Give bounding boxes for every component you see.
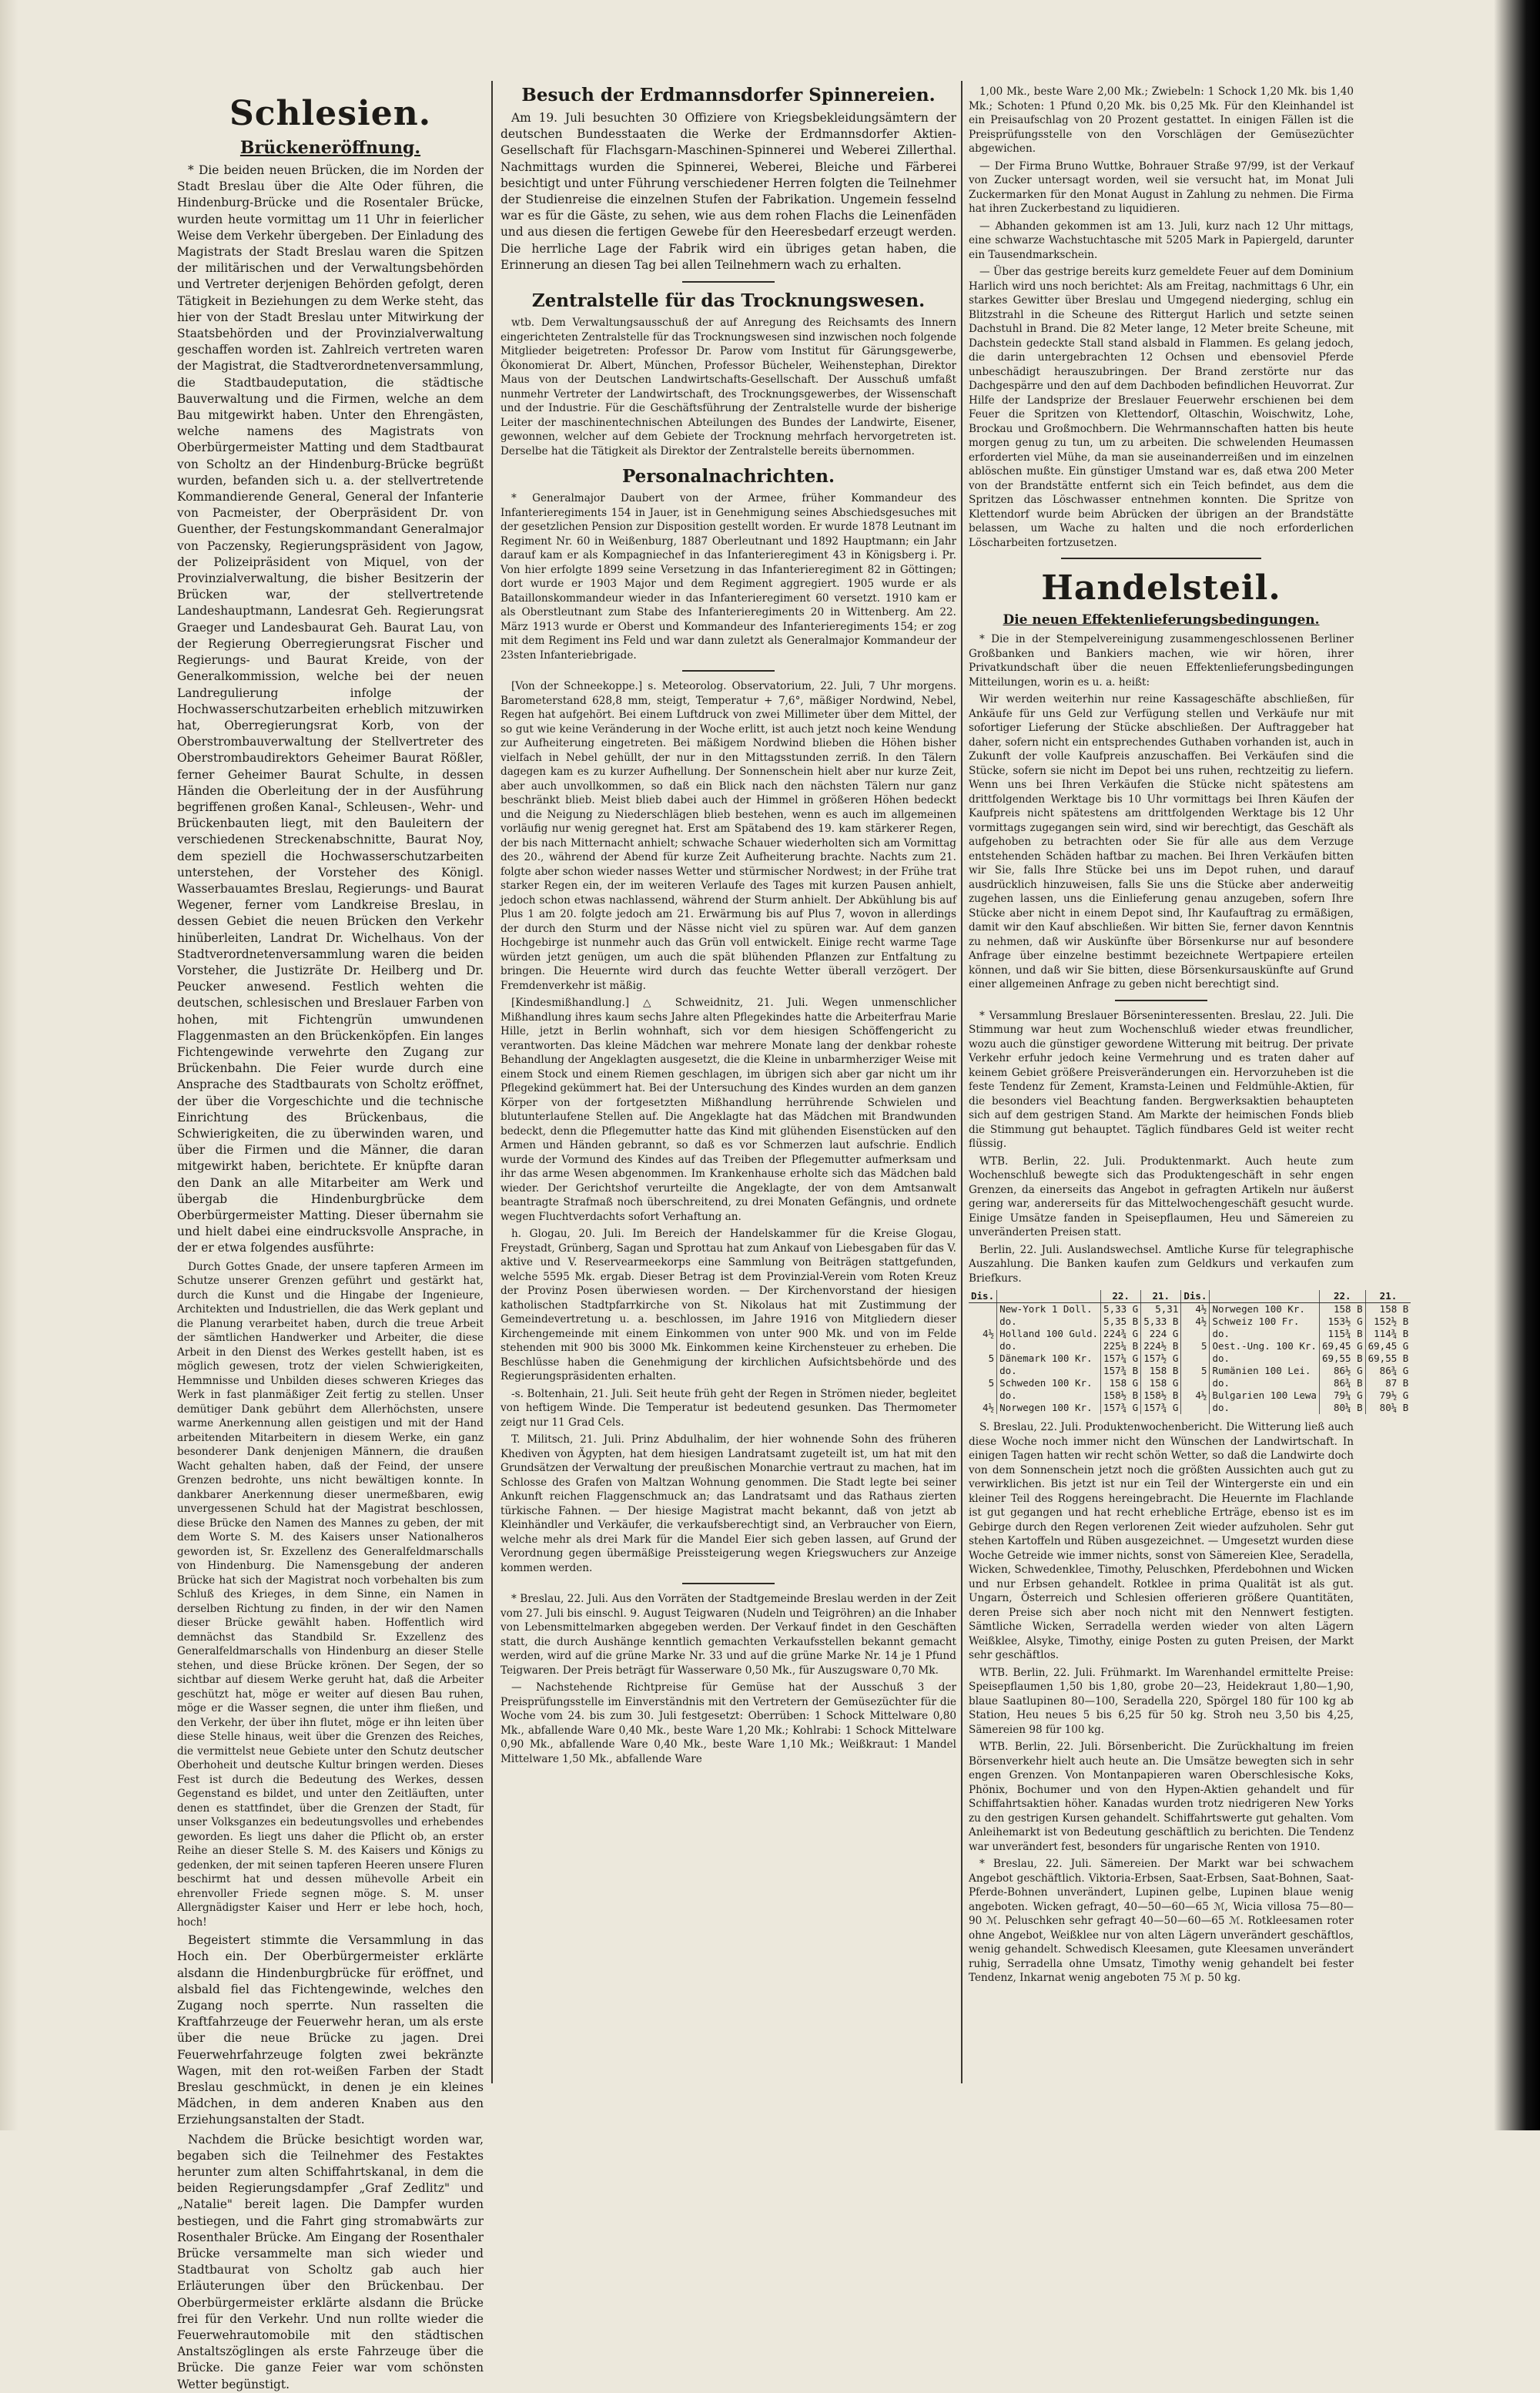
table-cell — [969, 1315, 997, 1328]
table-row — [969, 1328, 1411, 1340]
separator — [682, 1583, 775, 1584]
table-cell: Norwegen 100 Kr. — [997, 1402, 1101, 1414]
table-row — [969, 1303, 1411, 1316]
table-row — [969, 1315, 1411, 1328]
table-cell: 225¼ B — [1101, 1340, 1141, 1352]
column-rule — [491, 81, 493, 2083]
table-header-cell: 22. — [1101, 1290, 1141, 1303]
article-richtpreise — [500, 1681, 956, 1766]
table-cell: 158 G — [1141, 1377, 1181, 1389]
article-title-personalnachrichten: Personalnachrichten. — [622, 466, 835, 488]
article-text: T. Militsch, 21. Juli. Prinz Abdulhalim, der hier wohnende Sohn des früheren Khediven von Ägypten, hat dem hiesigen Landratsamt zugeteilt ist, um hat mit den Grundsätzen der Verwaltung der preußischen Monarchie vertraut zu machen, hat im Schlosse des Grafen von Maltzan Wohnung genommen. Die Stadt legte bei seiner Ankunft reichen Flaggenschmuck an; das Landratsamt und das Rathaus zierten türkische Fahnen. — Der hiesige Magistrat macht bekannt, daß von jetzt ab Kleinhändler und Verkäufer, die verkaufsberechtigt sind, an Verbraucher von Eiern, welche mehr als drei Mark für die Mandel Eier sich geben lassen, auf Grund der Verordnung gegen übermäßige Preissteigerung wegen Kriegswuchers zur Anzeige kommen werden. — [500, 1433, 956, 1574]
article-title-trocknungswesen: Zentralstelle für das Trocknungswesen. — [531, 290, 926, 312]
table-cell: Norwegen 100 Kr. — [1210, 1303, 1319, 1316]
table-header-cell — [997, 1290, 1101, 1303]
paragraph: Nachdem die Brücke besichtigt worden war, begaben sich die Teilnehmer des Festaktes herunter zum alten Schiffahrtskanal, in dem die beiden Regierungsdampfer „Graf Zedlitz" und „Natalie" bereit lagen. Die Dampfer wurden bestiegen, und die Fahrt ging stromabwärts zur Rosenthaler Brücke. Am Eingang der Rosenthaler Brücke versammelte man sich wieder und Stadtbaurat von Scholtz gab auch hier Erläuterungen über den Brückenbau. Der Oberbürgermeister erklärte alsdann die Brücke frei für den Verkehr. Und nun rollte wieder die Feuerwehrautomobile mit den städtischen Anstaltszöglingen als erste Fahrzeuge über die Brücke. Die ganze Feier war vom schönsten Wetter begünstigt. — [177, 2132, 484, 2391]
separator — [682, 670, 775, 672]
table-row — [969, 1377, 1411, 1389]
table-cell: 152½ B — [1365, 1315, 1411, 1328]
table-cell: Rumänien 100 Lei. — [1210, 1365, 1319, 1377]
table-cell: 69,55 B — [1365, 1352, 1411, 1365]
column-rule — [961, 81, 962, 2083]
table-cell: 5 — [988, 1352, 995, 1364]
table-cell — [969, 1365, 997, 1377]
table-cell — [1181, 1377, 1210, 1389]
table-cell: Holland 100 Guld. — [997, 1328, 1101, 1340]
table-cell — [969, 1303, 997, 1316]
table-cell: 158 B — [1365, 1303, 1411, 1316]
article-boltenhain — [500, 1387, 956, 1430]
separator — [1115, 1000, 1207, 1001]
report-text: WTB. Berlin, 22. Juli. Börsenbericht. Die Zurückhaltung im freien Börsenverkehr hielt auch heute an. Die Umsätze bewegten sich in sehr engen Grenzen. Von Montanpapieren waren Oberschlesische Koks, Phönix, Bochumer und von den Hypen-Aktien gehandelt und für Schiffahrtsaktien höher. Kanadas wurden trotz niedrigeren New Yorks zu den gestrigen Kursen gehandelt. Schiffahrtswerte gut gehalten. Vom Anleihemarkt ist von Bedeutung geschäftlich zu berichten. Die Tendenz war unverändert fest, besonders für ungarische Renten von 1910. — [969, 1741, 1354, 1853]
table-cell: 69,45 G — [1365, 1340, 1411, 1352]
article-text: [Von der Schneekoppe.] s. Meteorolog. Observatorium, 22. Juli, 7 Uhr morgens. Barometerstand 628,8 mm, steigt, Temperatur + 7,6°, mäßiger Nordwind, Nebel, Regen hat aufgehört. Bei einem Luftdruck von zwei Millimeter über dem Mittel, der so gut wie keine Veränderung in der Woche erlitt, ist auch jetzt noch keine Wendung zur Aufheiterung eingetreten. Bei mäßigem Nordwind blieben die Höhen bisher vielfach in Nebel gehüllt, der nur in den Mittagsstunden zerriß. In den Tälern dagegen kam es zu kurzer Aufhellung. Der Sonnenschein hielt aber nur kurze Zeit, aber auch unvollkommen, so daß ein Blick nach den nächsten Tälern nur ganz beschränkt blieb. Meist blieb dabei auch der Himmel in größeren Höhen bedeckt und die Neigung zu Niederschlägen blieb bestehen, wenn es auch im allgemeinen vorläufig nur wenig geregnet hat. Erst am Spätabend des 19. kam stärkerer Regen, der bis nach Mitternacht anhielt; schwache Schauer wiederholten sich am Vormittag des 20., während der Abend für kurze Zeit Aufheiterung brachte. Nachts zum 21. folgte aber schon wieder nasses Wetter und stürmischer Nordwest; in der Frühe trat starker Regen ein, der im weiteren Verlaufe des Tages mit kurzen Pausen anhielt, jedoch schon etwas nachlassend, während der Sturm anhielt. Der Abkühlung bis auf Plus 1 am 20. folgte jedoch am 21. Erwärmung bis auf Plus 7, wovon in allerdings der durch den Sturm und der Nässe nicht viel zu spüren war. Auf dem ganzen Hochgebirge ist nunmehr auch das Grün voll entwickelt. Einige recht warme Tage würden jetzt genügen, um auch die spät blühenden Pflanzen zur Entfaltung zu bringen. Die Heuernte wird durch das feuchte Wetter überall verzögert. Der Fremdenverkehr ist mäßig. — [500, 680, 956, 992]
article-kindesmisshandlung — [500, 996, 956, 1224]
table-cell: 157¾ G — [1101, 1402, 1141, 1414]
article-text: -s. Boltenhain, 21. Juli. Seit heute früh geht der Regen in Strömen nieder, begleitet von heftigem Winde. Die Temperatur ist bedeutend gesunken. Das Thermometer zeigt nur 11 Grad Cels. — [500, 1387, 956, 1429]
table-cell: Oest.-Ung. 100 Kr. — [1210, 1340, 1319, 1352]
article-effekten — [969, 632, 1354, 992]
report-text: Berlin, 22. Juli. Auslandswechsel. Amtliche Kurse für telegraphische Auszahlung. Die Banken kaufen zum Geldkurs und verkaufen zum Briefkurs. — [969, 1243, 1354, 1285]
table-cell: do. — [997, 1389, 1101, 1402]
table-cell: New-York 1 Doll. — [997, 1303, 1101, 1316]
paragraph-speech: Durch Gottes Gnade, der unsere tapferen Armeen im Schutze unserer Grenzen geführt und gestärkt hat, durch die Kunst und die Hingabe der Ingenieure, Architekten und Industriellen, die das Werk geplant und die Planung verarbeitet haben, durch die treue Arbeit der sämtlichen Handwerker und Arbeiter, die diese Arbeit in den Dienst des Werkes gestellt haben, ist es möglich gewesen, trotz der vielen Schwierigkeiten, Hemmnisse und Unbilden dieses schweren Krieges das Werk in fast planmäßiger Zeit fertig zu stellen. Unser demütiger Dank gebührt dem Allerhöchsten, unsere warme Anerkennung allen geistigen und mit der Hand arbeitenden Mitarbeitern in diesem Werke, ein ganz besonderer Dank denjenigen Männern, die draußen Wacht gehalten haben, daß der Feind, der unsere Grenzen bedrohte, uns nicht bewältigen konnte. In dankbarer Anerkennung dieser unermeßbaren, ewig unvergessenen Schuld hat der Magistrat beschlossen, diese Brücke den Namen des Mannes zu geben, der mit dem Worte S. M. des Kaisers unser Nationalheros geworden ist, Sr. Exzellenz des Generalfeldmarschalls von Hindenburg. Die Namensgebung der anderen Brücke hat sich der Magistrat noch vorbehalten bis zum Schluß des Krieges, in dem Sinne, ein Namen in derselben Richtung zu finden, in der wir den Namen dieser Brücke gewählt haben. Hoffentlich wird demnächst das Standbild Sr. Exzellenz des Generalfeldmarschalls von Hindenburg an dieser Stelle stehen, und diese Brücke krönen. Der Segen, der so sichtbar auf diesem Werke geruht hat, daß die Arbeiter geschützt hat, möge er weiter auf diesen Bau ruhen, möge er die Wasser segnen, die unter ihm fließen, und den Verkehr, der über ihn flutet, möge er ihn leiten über diese Stelle hinaus, weit über die Grenzen des Reiches, die vermittelst neue Gebiete unter den Schutz deutscher Oberhoheit und deutsche Kultur bringen werden. Dieses Fest ist durch die Bedeutung des Werkes, dessen Gegenstand es bildet, und unter den Zeitläuften, unter denen es stattfindet, über die Grenzen der Stadt, für unser Volksganzes ein bedeutungsvolles und erhebendes geworden. Es liegt uns daher die Pflicht ob, an erster Reihe an dieser Stelle S. M. des Kaisers und Königs zu gedenken, der mit seinen tapferen Heeren unsere Fluren beschirmt hat und dessen mühevolle Arbeit ein ehrenvoller Friede segnen möge. S. M. unser Allergnädigster Kaiser und Herr er lebe hoch, hoch, hoch! — [177, 1260, 484, 1929]
table-cell: 157¾ G — [1141, 1402, 1181, 1414]
article-glogau — [500, 1227, 956, 1384]
page-right-edge — [1494, 0, 1540, 2130]
table-body — [969, 1303, 1411, 1415]
local-notices — [969, 85, 1354, 550]
table-cell — [1181, 1352, 1210, 1365]
table-row — [969, 1365, 1411, 1377]
article-text: — Nachstehende Richtpreise für Gemüse hat der Ausschuß 3 der Preisprüfungsstelle im Einverständnis mit den Vertretern der Gemüsezüchter für die Woche vom 24. bis zum 30. Juli festgesetzt: Oberrüben: 1 Schock Mittelware 0,80 Mk., abfallende Ware 0,40 Mk., beste Ware 1,20 Mk.; Kohlrabi: 1 Schock Mittelware 0,90 Mk., abfallende Ware 0,40 Mk., beste Ware 1,10 Mk.; Weißkraut: 1 Mandel Mittelware 1,50 Mk., abfallende Ware — [500, 1681, 956, 1765]
article-text: * Die in der Stempelvereinigung zusammengeschlossenen Berliner Großbanken und Bankiers machen, wie wir hören, ihrer Privatkundschaft über die neuen Effektenlieferungsbedingungen Mitteilungen, worin es u. a. heißt: — [969, 633, 1354, 689]
table-cell: do. — [997, 1340, 1101, 1352]
table-cell — [969, 1389, 997, 1402]
table-cell: 86¾ B — [1319, 1377, 1365, 1389]
table-cell: 79¼ G — [1319, 1389, 1365, 1402]
table-cell: 80¼ B — [1319, 1402, 1365, 1414]
market-reports-2 — [969, 1420, 1354, 1986]
table-header-cell: Dis. — [1181, 1290, 1210, 1303]
table-cell: 5,35 B — [1101, 1315, 1141, 1328]
article-text: Wir werden weiterhin nur reine Kassageschäfte abschließen, für Ankäufe für uns Geld zur Verfügung stellen und Verkäufe nur mit sofortiger Lieferung der Stücke abschließen. Der Auftraggeber hat daher, sofern nicht ein entsprechendes Guthaben vorhanden ist, auch in Zukunft der volle Kaufpreis anzuschaffen. Bei Verkäufen sind die Stücke, sofern sie nicht im Depot bei uns ruhen, rechtzeitig zu liefern. Wenn uns bei Ihren Verkäufen die Stücke nicht spätestens am drittfolgenden Werktage bis 10 Uhr vormittags bei Ihren Käufen der Kaufpreis nicht spätestens am drittfolgenden Werktage bis 12 Uhr vormittags zugegangen sein wird, sind wir berechtigt, das Geschäft als aufgehoben zu betrachten oder Sie für alle aus dem Verzuge entstehenden Schäden haftbar zu machen. Bei Ihren Verkäufen bitten wir Sie, falls Ihre Stücke bei uns im Depot ruhen, und darauf ausdrücklich hinzuweisen, falls Sie uns die Stücke aber anderweitig zugehen lassen, uns die Einlieferung genau anzugeben, sofern Ihre Stücke aber nicht in einem Depot sind, Ihr Kaufauftrag zu ermäßigen, damit wir den Kauf abschließen. Wir bitten Sie, ferner davon Kenntnis zu nehmen, daß wir Auskünfte über Börsenkurse nur auf besondere Anfrage über einzelne bestimmt bezeichnete Wertpapiere erteilen können, und daß wir Sie bitten, diese Börsenkursauskünfte auf Grund einer allgemeinen Anfrage zu geben nicht berechtigt sind. — [969, 693, 1354, 990]
article-breslau-teigwaren — [500, 1592, 956, 1677]
table-cell: 158 G — [1101, 1377, 1141, 1389]
table-cell: Schweden 100 Kr. — [997, 1377, 1101, 1389]
report-text: WTB. Berlin, 22. Juli. Frühmarkt. Im Warenhandel ermittelte Preise: Speisepflaumen 1,50 bis 1,80, grobe 20—23, Heidekraut 1,80—1,90, blaue Saatlupinen 80—100, Seradella 220, Spörgel 180 für 100 kg ab Station, Heu neues 5 bis 6,25 für 50 kg. Stroh neu 3,50 bis 4,25, Sämereien 98 für 100 kg. — [969, 1666, 1354, 1736]
table-header-cell: 21. — [1365, 1290, 1411, 1303]
table-cell: do. — [997, 1365, 1101, 1377]
table-cell: 79½ G — [1365, 1389, 1411, 1402]
table-cell: 158 B — [1319, 1303, 1365, 1316]
table-cell: 115¾ B — [1319, 1328, 1365, 1340]
table-cell — [969, 1340, 997, 1352]
notice: — Abhanden gekommen ist am 13. Juli, kurz nach 12 Uhr mittags, eine schwarze Wachstuchtasche mit 5205 Mark in Papiergeld, darunter ein Tausendmarkschein. — [969, 220, 1354, 261]
table-cell: 224 G — [1141, 1328, 1181, 1340]
table-cell: 224¾ G — [1101, 1328, 1141, 1340]
table-cell: 4½ — [1181, 1315, 1210, 1328]
table-cell: 157½ G — [1141, 1352, 1181, 1365]
report-text: * Breslau, 22. Juli. Sämereien. Der Markt war bei schwachem Angebot geschäftlich. Viktoria-Erbsen, Saat-Erbsen, Saat-Bohnen, Saat-Pferde-Bohnen unverändert, Lupinen gelbe, Lupinen blaue wenig angeboten. Wicken gefragt, 40—50—60—65 ℳ, Wicia villosa 75—80—90 ℳ. Peluschken sehr gefragt 40—50—60—65 ℳ. Rotkleesamen roter ohne Angebot, Weißklee nur von alten Lägern unverändert geschäftlos, wenig gehandelt. Schwedisch Kleesamen, gute Kleesamen unverändert ruhig, Serradella ohne Umsatz, Timothy wenig gehandelt bei fester Tendenz, Inkarnat wenig angeboten 75 ℳ p. 50 kg. — [969, 1858, 1354, 1984]
table-cell: do. — [1210, 1352, 1319, 1365]
paragraph: Begeistert stimmte die Versammlung in das Hoch ein. Der Oberbürgermeister erklärte alsdann die Hindenburgbrücke für eröffnet, und alsbald fiel das Fichtengewinde, welches den Zugang noch sperrte. Nun rasselten die Kraftfahrzeuge der Feuerwehr heran, um als erste über die neue Brücke zu jagen. Drei Feuerwehrfahrzeuge folgten zwei bekränzte Wagen, mit den rot-weißen Farben der Stadt Breslau geschmückt, in denen je ein kleines Mädchen, in dem anderen Knaben aus den Erziehungsanstalten der Stadt. — [177, 1933, 484, 2127]
article-text: Am 19. Juli besuchten 30 Offiziere von Kriegsbekleidungsämtern der deutschen Bundesstaaten die Werke der Erdmannsdorfer Aktien-Gesellschaft für Flachsgarn-Maschinen-Spinnerei und Weberei Zillerthal. Nachmittags wurden die Spinnerei, Weberei, Bleiche und Färberei besichtigt und unter Führung verschiedener Herren folgten die Teilnehmer der Studienreise die einzelnen Stufen der Fabrikation. Ungemein fesselnd war es für die Gäste, zu sehen, wie aus dem rohen Flachs die Leinenfäden und aus diesen die fertigen Gewebe für den Heeresbedarf erzeugt werden. Die herrliche Lage der Fabrik wird ein übriges getan haben, die Erinnerung an diesen Tag bei allen Teilnehmern wach zu erhalten. — [500, 111, 956, 272]
table-cell — [1181, 1328, 1210, 1340]
table-cell: 153½ G — [1319, 1315, 1365, 1328]
notice: — Über das gestrige bereits kurz gemeldete Feuer auf dem Dominium Harlich wird uns noch berichtet: Als am Freitag, nachmittags 6 Uhr, ein starkes Gewitter über Breslau und Umgegend niederging, schlug ein Blitzstrahl in die Scheune des Rittergut Harlich und setzte seinen Dachstuhl in Brand. Die 82 Meter lange, 12 Meter breite Scheune, mit Dachstein gedeckte Stall stand alsbald in Flammen. Es gelang jedoch, die darin untergebrachten 12 Ochsen und ebensoviel Pferde unbeschädigt herauszubringen. Der Brand zerstörte nur das Dachgespärre und den auf dem Dachboden befindlichen Heuvorrat. Zur Hilfe der Landsprize der Breslauer Feuerwehr erschienen bei dem Feuer die Spritzen von Klettendorf, Oltaschin, Woischwitz, Lohe, Brockau und Großmochbern. Die Wehrmannschaften hatten bis heute morgen genug zu tun, um zu arbeiten. Die schwelenden Heumassen erforderten viel Mühe, da man sie auseinanderreißen und im einzelnen ablöschen mußte. Ein günstiger Umstand war es, daß etwa 200 Meter von der Brandstätte entfernt sich ein Teich befindet, aus dem die Spritzen das Löschwasser entnehmen konnten. Die Spritze von Klettendorf wurde beim Abrücken der übrigen an der Brandstätte belassen, um Wache zu halten und die noch erforderlichen Löscharbeiten fortzusetzen. — [969, 266, 1354, 549]
table-cell: Bulgarien 100 Lewa — [1210, 1389, 1319, 1402]
article-schneekoppe — [500, 679, 956, 993]
table-cell: do. — [1210, 1377, 1319, 1389]
report-text: WTB. Berlin, 22. Juli. Produktenmarkt. Auch heute zum Wochenschluß bewegte sich das Produktengeschäft in sehr engen Grenzen, da einerseits das Angebot in gefragten Artikeln nur äußerst gering war, andererseits für das Mittelwochengeschäft gesucht wurde. Einige Umsätze fanden in Speisepflaumen, Heu und Sämereien zu unveränderten Preisen statt. — [969, 1155, 1354, 1238]
article-militsch — [500, 1433, 956, 1575]
table-header-cell — [1210, 1290, 1319, 1303]
notice: 1,00 Mk., beste Ware 2,00 Mk.; Zwiebeln: 1 Schock 1,20 Mk. bis 1,40 Mk.; Schoten: 1 Pfund 0,20 Mk. bis 0,25 Mk. Für den Kleinhandel ist ein Preisaufschlag von 20 Prozent gestattet. In einigen Fällen ist die Preisprüfungsstelle von den Vorschlägen der Gemüsezüchter abgewichen. — [969, 85, 1354, 155]
article-trocknungswesen — [500, 290, 956, 458]
table-cell: 5,33 G — [1101, 1303, 1141, 1316]
article-erdmannsdorf — [500, 85, 956, 273]
table-cell — [1181, 1402, 1210, 1414]
table-cell: Schweiz 100 Fr. — [1210, 1315, 1319, 1328]
report-text: * Versammlung Breslauer Börseninteressenten. Breslau, 22. Juli. Die Stimmung war heut zum Wochenschluß wieder etwas freundlicher, wozu auch die günstiger gewordene Witterung mit beitrug. Der private Verkehr erfuhr jedoch keine Vermehrung und es traten daher auf keinem Gebiet größere Preisveränderungen ein. Hervorzuheben ist die feste Tendenz für Zement, Kramsta-Leinen und Feldmühle-Aktien, für die besonders viel Beachtung fanden. Bergwerksaktien behaupteten sich auf dem gestrigen Stand. Am Markte der heimischen Fonds blieb die Stimmung gut behauptet. Täglich fündbares Geld ist weiter recht flüssig. — [969, 1009, 1354, 1150]
table-header-cell: 22. — [1319, 1290, 1365, 1303]
column-handel — [969, 85, 1409, 2087]
table-cell: 4½ — [1181, 1303, 1210, 1316]
exchange-rate-table — [969, 1290, 1411, 1414]
article-text: wtb. Dem Verwaltungsausschuß der auf Anregung des Reichsamts des Innern eingerichteten Zentralstelle für das Trocknungswesen sind inzwischen noch folgende Mitglieder beigetreten: Professor Dr. Parow vom Institut für Gärungsgewerbe, Ökonomierat Dr. Albert, München, Professor Bücheler, Weihenstephan, Direktor Maus von der Deutschen Landwirtschafts-Gesellschaft. Der Ausschuß umfaßt nunmehr Vertreter der Landwirtschaft, des Trocknungsgewerbes, der Wissenschaft und der Industrie. Für die Geschäftsführung der Zentralstelle wurde der bisherige Leiter der maschinentechnischen Abteilungen des Bundes der Landwirte, Eisener, gewonnen, welcher auf dem Gebiete der Trocknung mehrfach hervorgetreten ist. Derselbe hat die Tätigkeit als Direktor der Zentralstelle bereits übernommen. — [500, 317, 956, 457]
article-title-brueckeneroeffnung: Brückeneröffnung. — [239, 138, 421, 158]
separator — [1061, 558, 1261, 559]
table-cell: 158½ B — [1141, 1389, 1181, 1402]
column-schlesien — [177, 85, 484, 2391]
page-left-margin — [0, 0, 18, 2130]
table-cell: 5,33 B — [1141, 1315, 1181, 1328]
table-cell: 87 B — [1365, 1377, 1411, 1389]
table-cell: 224½ B — [1141, 1340, 1181, 1352]
table-cell: 4½ — [1181, 1389, 1210, 1402]
table-row — [969, 1340, 1411, 1352]
article-title-erdmannsdorf: Besuch der Erdmannsdorfer Spinnereien. — [521, 85, 936, 106]
table-cell: do. — [997, 1315, 1101, 1328]
article-personalnachrichten — [500, 466, 956, 662]
column-news — [500, 85, 956, 2087]
section-title-schlesien: Schlesien. — [229, 94, 432, 133]
table-row — [969, 1389, 1411, 1402]
table-cell: do. — [1210, 1328, 1319, 1340]
table-cell: 80¼ B — [1365, 1402, 1411, 1414]
table-cell: 158 B — [1141, 1365, 1181, 1377]
table-cell: 114¾ B — [1365, 1328, 1411, 1340]
separator — [682, 281, 775, 283]
table-header-row — [969, 1290, 1411, 1303]
article-title-effekten: Die neuen Effektenlieferungsbedingungen. — [1003, 612, 1320, 628]
article-text: [Kindesmißhandlung.] △ Schweidnitz, 21. Juli. Wegen unmenschlicher Mißhandlung ihres kaum sechs Jahre alten Pflegekindes hatte die Arbeiterfrau Marie Hille, jetzt in Berlin wohnhaft, sich vor dem hiesigen Schöffengericht zu verantworten. Das kleine Mädchen war mehrere Monate lang der denkbar roheste Behandlung der Angeklagten ausgesetzt, die die Kleine in unbarmherziger Weise mit einem Stock und einem Riemen geschlagen, im übrigen sich aber gar nicht um ihr Pflegekind gekümmert hat. Bei der Untersuchung des Kindes wurden an dem ganzen Körper von der fortgesetzten Mißhandlung herrührende Schwielen und blutunterlaufene Stellen auf. Die Angeklagte hat das Mädchen mit Brandwunden bedeckt, denn die Pflegemutter hatte das Kind mit glühenden Eisenstücken auf den Armen und Händen gebrannt, so daß es vor Schmerzen laut aufschrie. Endlich wurde der Vormund des Kindes auf das Treiben der Pflegemutter aufmerksam und ihr das arme Wesen abgenommen. Im Krankenhause erholte sich das Mädchen bald wieder. Der Gerichtshof verurteilte die Angeklagte, der von dem Amtsanwalt beantragte Strafmaß noch überschreitend, zu drei Monaten Gefängnis, und ordnete wegen Fluchtverdachts sofort Verhaftung an. — [500, 997, 956, 1223]
table-cell: 5,31 — [1141, 1303, 1181, 1316]
article-text: h. Glogau, 20. Juli. Im Bereich der Handelskammer für die Kreise Glogau, Freystadt, Grünberg, Sagan und Sprottau hat zum Ankauf von Liebesgaben für das V. aktive und V. Reservearmeekorps eine Sammlung von Beiträgen stattgefunden, welche 5595 Mk. ergab. Dieser Betrag ist dem Provinzial-Verein vom Roten Kreuz der Provinz Posen überwiesen worden. — Der Kirchenvorstand der hiesigen katholischen Stadtpfarrkirche von St. Nikolaus hat mit Zustimmung der Gemeindevertretung u. a. beschlossen, im Jahre 1916 von Mitgliedern dieser Kirchengemeinde mit einem Einkommen von unter 900 Mk. und von im Felde stehenden mit 900 bis 3000 Mk. Einkommen keine Kirchensteuer zu erheben. Die Beschlüsse haben die Genehmigung der kirchlichen Aufsichtsbehörde und des Regierungspräsidenten erhalten. — [500, 1228, 956, 1383]
report-text: S. Breslau, 22. Juli. Produktenwochenbericht. Die Witterung ließ auch diese Woche noch immer nicht den Wünschen der Landwirtschaft. In einigen Tagen hatten wir recht schön Wetter, so daß die Landwirte doch von dem Sonnenschein jetzt noch die größten Aussichten auch gut zu verwirklichen. Bis jetzt ist nur ein Teil der Wintergerste ein und ein kleiner Teil des Roggens hereingebracht. Die Heuernte im Flachlande ist gut gegangen und hat recht erhebliche Erträge, ebenso ist es im Gebirge durch den Regen verlorenen Zeit wieder aufzuholen. Sehr gut stehen Kartoffeln und Rüben ausgezeichnet. — Umgesetzt wurden diese Woche Getreide wie immer nichts, sonst von Sämereien Klee, Seradella, Wicken, Schwedenklee, Timothy, Peluschken, Pferdebohnen und Wicken und nur Erbsen gehandelt. Rotklee in prima Qualität ist als gut. Ungarn, Österreich und Schlesien offerieren größere Quantitäten, deren Preise sich aber noch nicht mit den Nennwert festigten. Sämtliche Wicken, Serradella werden wieder von alten Lägern Weißklee, Alsyke, Timothy, einige Posten zu guten Preisen, der Markt sehr geschäftlos. — [969, 1421, 1354, 1661]
table-cell: 5 — [1181, 1340, 1210, 1352]
table-header-cell: 21. — [1141, 1290, 1181, 1303]
table-row — [969, 1402, 1411, 1414]
table-cell: 157¾ B — [1101, 1365, 1141, 1377]
table-cell: 4½ — [983, 1402, 995, 1413]
table-row — [969, 1352, 1411, 1365]
table-cell: 86½ G — [1319, 1365, 1365, 1377]
table-cell: 4½ — [983, 1328, 995, 1339]
paragraph: * Die beiden neuen Brücken, die im Norden der Stadt Breslau über die Alte Oder führen, die Hindenburg-Brücke und die Rosentaler Brücke, wurden heute vormittag um 11 Uhr in feierlicher Weise dem Verkehr übergeben. Der Einladung des Magistrats der Stadt Breslau waren die Spitzen der militärischen und der Verwaltungsbehörden und Vertreter derjenigen Behörden gefolgt, deren Tätigkeit in Beziehungen zu dem Werke steht, das hier von der Stadt Breslau unter Mitwirkung der Staatsbehörden und der Provinzialverwaltung geschaffen worden ist. Zahlreich vertreten waren der Magistrat, die Stadtverordnetenversammlung, die Stadtbaudeputation, die städtische Bauverwaltung und die Firmen, welche an dem Bau mitgewirkt haben. Unter den Ehrengästen, welche namens des Magistrats von Oberbürgermeister Matting und dem Stadtbaurat von Scholtz an der Hindenburg-Brücke begrüßt wurden, befanden sich u. a. der stellvertretende Kommandierende General, General der Infanterie von Pacmeister, der Oberpräsident Dr. von Guenther, der Festungskommandant Generalmajor von Paczensky, Regierungspräsident von Jagow, der Polizeipräsident von Miquel, von der Provinzialverwaltung, die bisher Besitzerin der Brücken war, der stellvertretende Landeshauptmann, Landesrat Geh. Regierungsrat Graeger und Landesbaurat Geh. Baurat Lau, von der Regierung Oberregierungsrat Fischer und Regierungs- und Baurat Kreide, von der Generalkommission, welche bei der neuen Landregulierung infolge der Hochwasserschutzarbeiten erheblich mitzuwirken hat, Oberregierungsrat Korb, von der Oberstrombauverwaltung der Stellvertreter des Oberstrombaudirektors Geheimer Baurat Rößler, ferner Geheimer Baurat Schulte, in dessen Händen die Oberleitung der in der Ausführung begriffenen großen Kanal-, Schleusen-, Wehr- und Brückenbauten liegt, mit den Bauleitern der verschiedenen Streckenabschnitte, Baurat Noy, dem speziell die Hochwasserschutzarbeiten unterstehen, der Vorsteher des Königl. Wasserbauamtes Breslau, Regierungs- und Baurat Wegener, ferner vom Landkreise Breslau, in dessen Gebiet die neuen Brücken den Verkehr hinüberleiten, Landrat Dr. Wichelhaus. Von der Stadtverordnetenversammlung waren die beiden Vorsteher, die Justizräte Dr. Heilberg und Dr. Peucker anwesend. Festlich wehten die deutschen, schlesischen und Breslauer Farben von hohen, mit Fichtengrün umwundenen Flaggenmasten an den Brückenköpfen. Ein langes Fichtengewinde verwehrte den Zugang zur Brückenbahn. Die Feier wurde durch eine Ansprache des Stadtbaurats von Scholtz eröffnet, der über die Vorgeschichte und die technische Einrichtung des Brückenbaus, die Schwierigkeiten, die zu überwinden waren, und über die Firmen und die Männer, die daran mitgewirkt haben, berichtete. Er knüpfte daran den Dank an alle Mitarbeiter am Werk und übergab die Hindenburgbrücke dem Oberbürgermeister Matting. Dieser übernahm sie und hielt dabei eine eindrucksvolle Ansprache, in der er etwa folgendes ausführte: — [177, 163, 484, 1255]
article-text: * Generalmajor Daubert von der Armee, früher Kommandeur des Infanterieregiments 154 in Jauer, ist in Genehmigung seines Abschiedsgesuches mit der gesetzlichen Pension zur Disposition gestellt worden. Er wurde 1878 Leutnant im Regiment Nr. 60 in Weißenburg, 1887 Oberleutnant und 1892 Hauptmann; ein Jahr darauf kam er als Kompagniechef in das Infanterieregiment 43 in Königsberg i. Pr. Von hier erfolgte 1899 seine Versetzung in das Infanterieregiment 82 in Göttingen; dort wurde er 1903 Major und dem Regiment aggregiert. 1905 wurde er als Bataillonskommandeur wieder in das Infanterieregiment 60 versetzt. 1910 kam er als Oberstleutnant zum Stabe des Infanterieregiments 20 in Wittenberg. Am 22. März 1913 wurde er Oberst und Kommandeur des Infanterieregiments 154; er zog mit dem Regiment ins Feld und war dann zuletzt als Generalmajor Kommandeur der 23sten Infanteriebrigade. — [500, 492, 957, 662]
notice: — Der Firma Bruno Wuttke, Bohrauer Straße 97/99, ist der Verkauf von Zucker untersagt worden, weil sie versucht hat, im Monat Juli Zuckermarken für den Monat August in Zahlung zu nehmen. Die Firma hat ihren Zuckerbestand zu liquidieren. — [969, 159, 1354, 215]
table-cell: 86¾ G — [1365, 1365, 1411, 1377]
table-header-cell: Dis. — [969, 1290, 997, 1303]
article-text: * Breslau, 22. Juli. Aus den Vorräten der Stadtgemeinde Breslau werden in der Zeit vom 27. Juli bis einschl. 9. August Teigwaren (Nudeln und Teigröhren) an die Inhaber von Lebensmittelmarken abgegeben werden. Der Verkauf findet in den Geschäften statt, die durch Aushänge kenntlich gemachten Verkaufsstellen bekannt gemacht werden, wird auf die grüne Marke Nr. 33 und auf die grüne Marke Nr. 14 je 1 Pfund Teigwaren. Der Preis beträgt für Wasserware 0,50 Mk., für Auszugsware 0,70 Mk. — [500, 1593, 956, 1677]
table-cell: 5 — [1181, 1365, 1210, 1377]
table-cell: 69,45 G — [1319, 1340, 1365, 1352]
section-title-handelsteil: Handelsteil. — [1041, 568, 1281, 608]
table-cell: 157¼ G — [1101, 1352, 1141, 1365]
article-body-brueckeneroeffnung — [177, 163, 484, 2393]
table-cell: do. — [1210, 1402, 1319, 1414]
table-cell: 69,55 B — [1319, 1352, 1365, 1365]
table-cell: 5 — [988, 1377, 995, 1389]
table-cell: Dänemark 100 Kr. — [997, 1352, 1101, 1365]
table-cell: 158½ B — [1101, 1389, 1141, 1402]
market-reports — [969, 1009, 1354, 1286]
